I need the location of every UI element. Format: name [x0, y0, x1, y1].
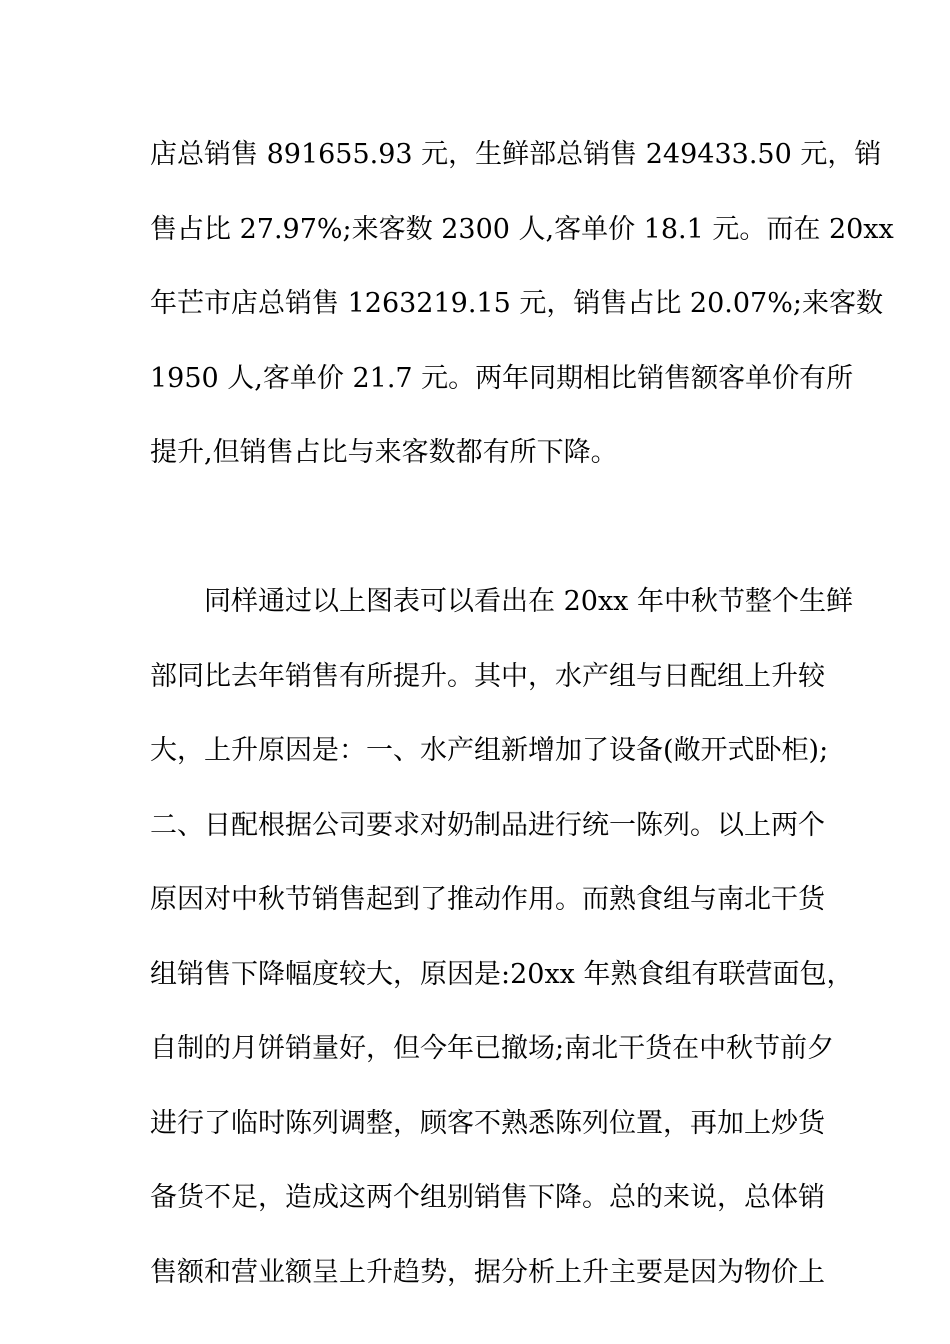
text-line: 提升,但销售占比与来客数都有所下降。 — [150, 437, 618, 468]
text-line: 大，上升原因是：一、水产组新增加了设备(敞开式卧柜); — [150, 735, 829, 766]
paragraph-sales-summary — [150, 118, 894, 491]
text-line: 部同比去年销售有所提升。其中，水产组与日配组上升较 — [150, 660, 825, 692]
text-line: 年芒市店总销售 1263219.15 元，销售占比 20.07%;来客数 — [150, 288, 883, 319]
text-line: 1950 人,客单价 21.7 元。两年同期相比销售额客单价有所 — [150, 362, 854, 394]
text-line: 售额和营业额呈上升趋势，据分析上升主要是因为物价上 — [150, 1256, 825, 1288]
paragraph-gap — [150, 491, 810, 566]
text-line: 同样通过以上图表可以看出在 20xx 年中秋节整个生鲜 — [204, 586, 853, 617]
document-body — [150, 118, 894, 1310]
text-line: 组销售下降幅度较大，原因是:20xx 年熟食组有联营面包， — [150, 958, 854, 990]
text-line: 备货不足，造成这两个组别销售下降。总的来说，总体销 — [150, 1182, 825, 1213]
text-line: 进行了临时陈列调整，顾客不熟悉陈列位置，再加上炒货 — [150, 1107, 825, 1139]
text-line: 原因对中秋节销售起到了推动作用。而熟食组与南北干货 — [150, 884, 825, 915]
text-line: 自制的月饼销量好，但今年已撤场;南北干货在中秋节前夕 — [150, 1033, 835, 1064]
paragraph-analysis — [150, 565, 854, 1310]
text-line: 二、日配根据公司要求对奶制品进行统一陈列。以上两个 — [150, 809, 825, 841]
text-line: 售占比 27.97%;来客数 2300 人,客单价 18.1 元。而在 20xx — [150, 213, 894, 245]
text-line: 店总销售 891655.93 元，生鲜部总销售 249433.50 元，销 — [150, 139, 882, 170]
